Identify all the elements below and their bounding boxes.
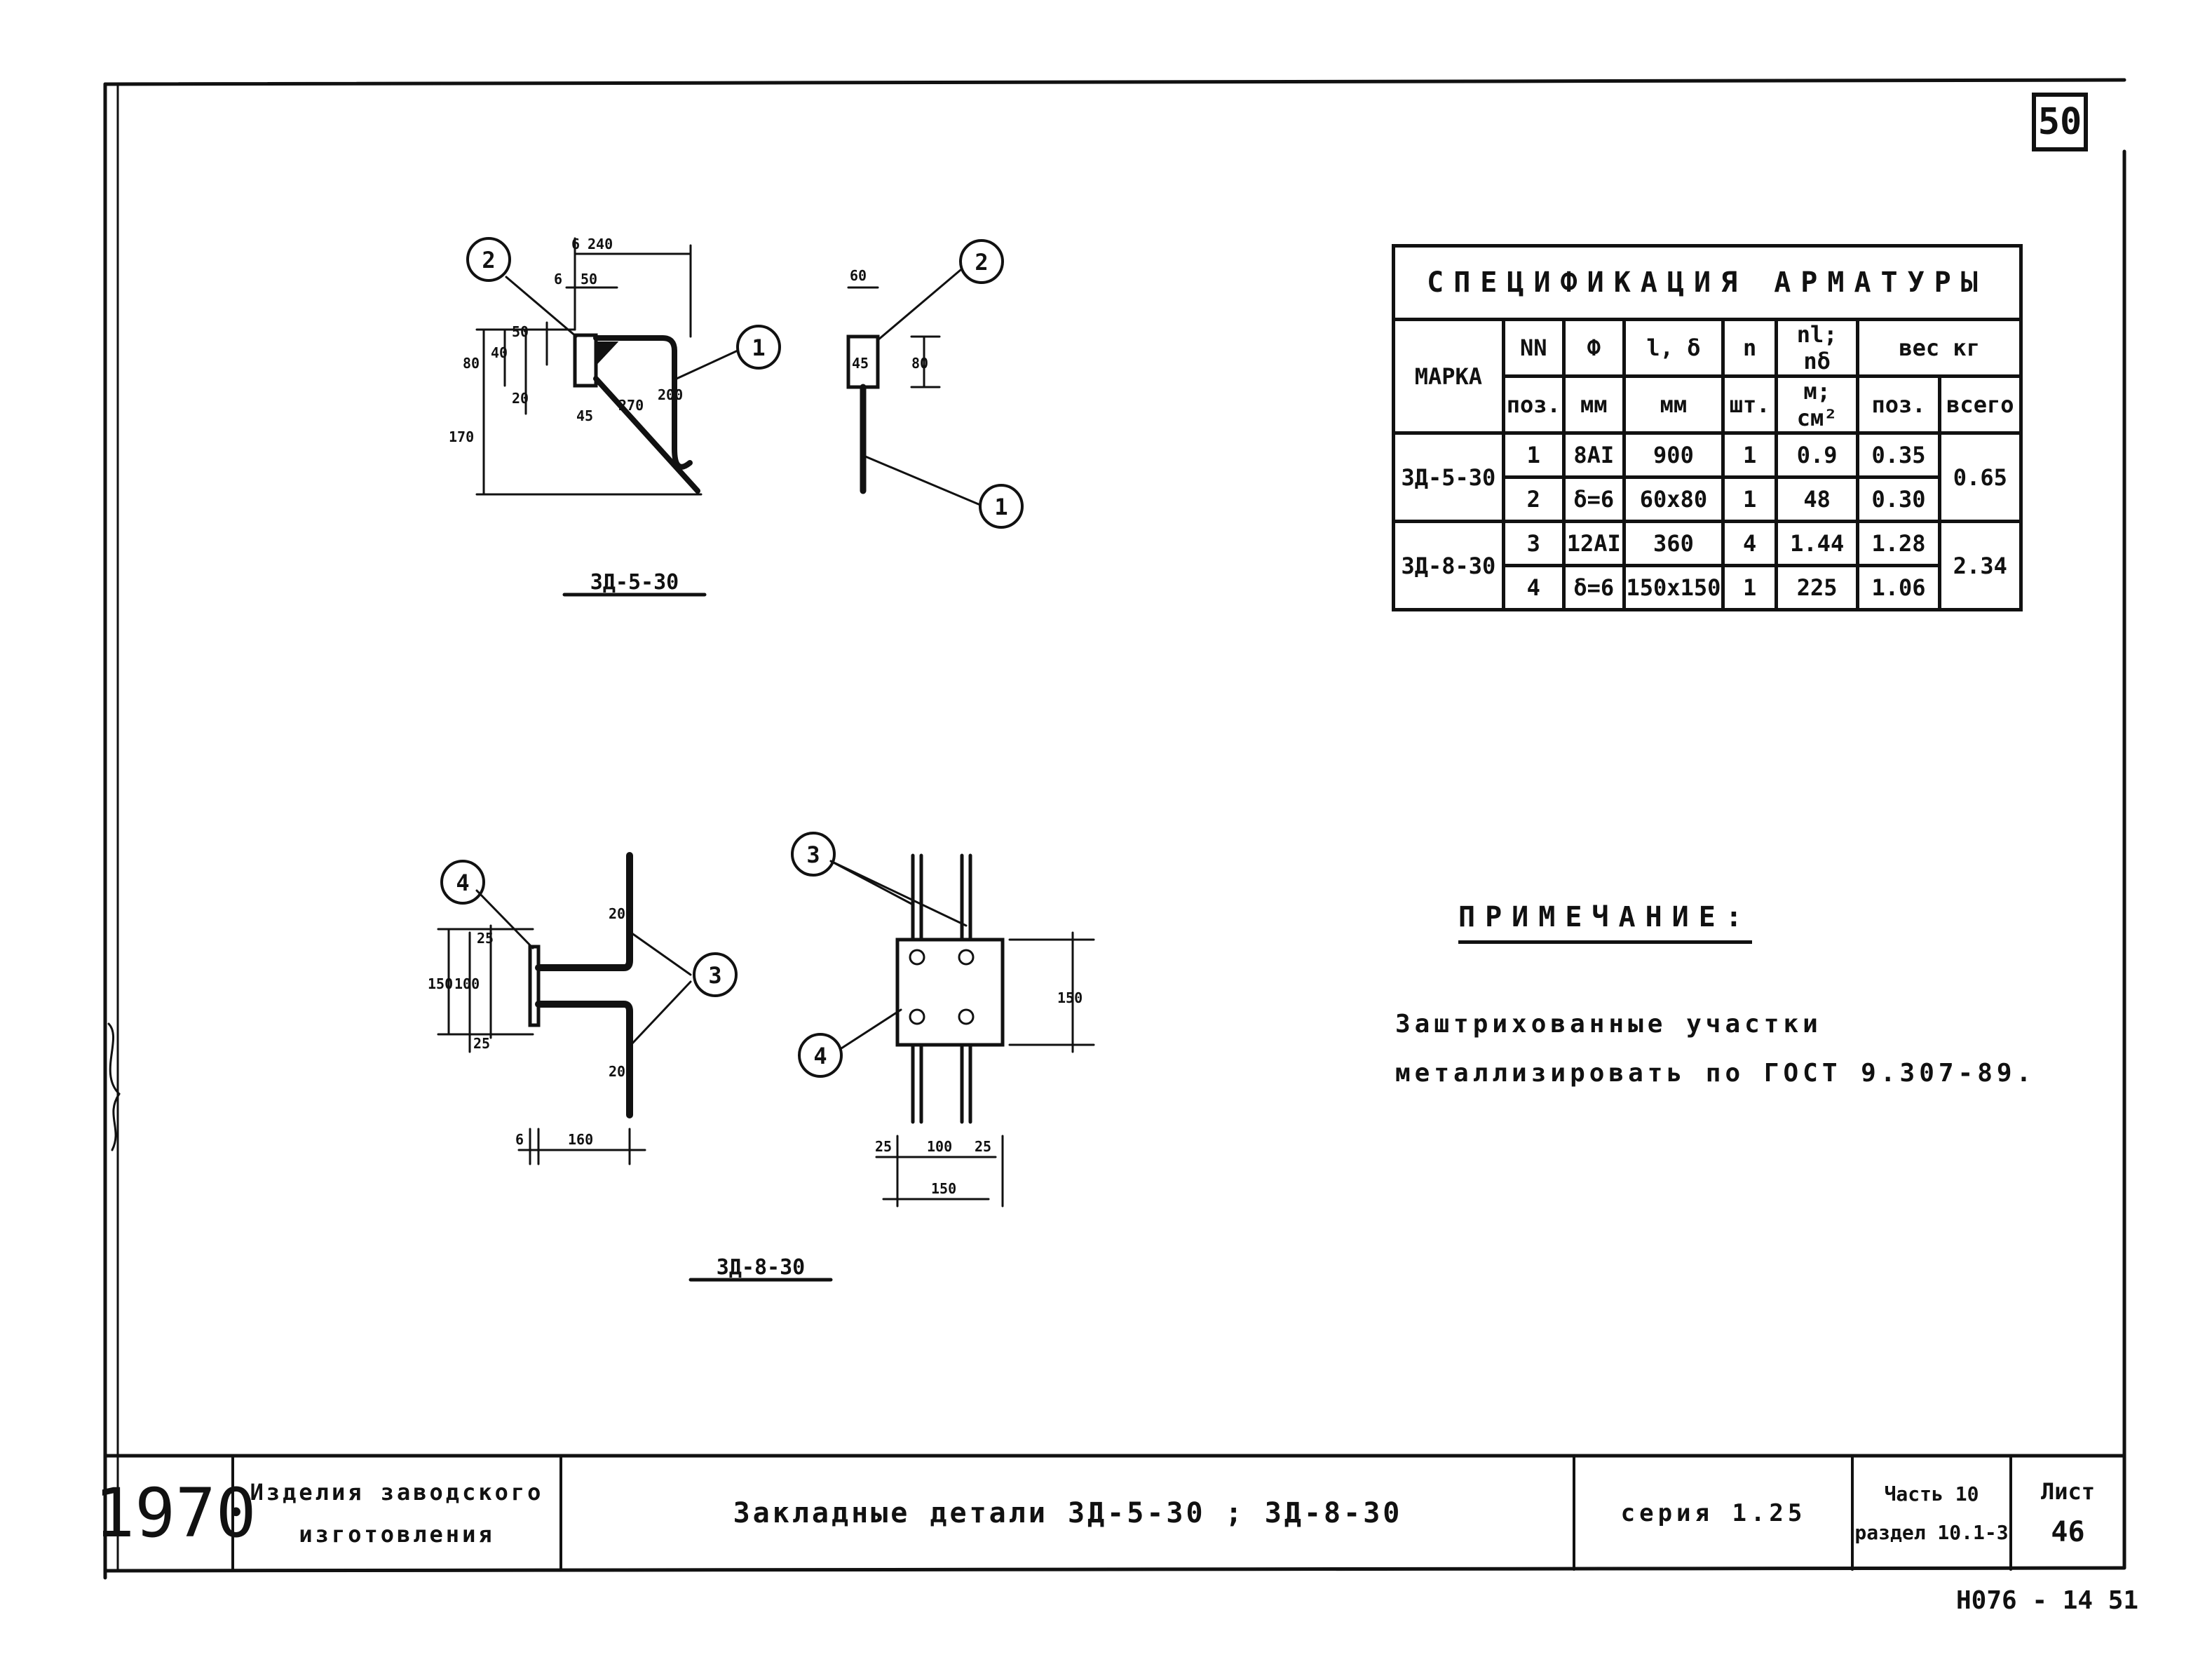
dim-text: 160 bbox=[568, 1131, 594, 1148]
callout-4b: 4 bbox=[813, 1043, 827, 1069]
drawing-title: Закладные детали ЗД-5-30 ; ЗД-8-30 bbox=[733, 1497, 1403, 1529]
note-line-1: Заштрихованные участки bbox=[1395, 1010, 1822, 1039]
year-box bbox=[94, 1459, 257, 1568]
cell-total: 0.9 bbox=[1777, 433, 1858, 478]
cell-pos: 3 bbox=[1503, 522, 1563, 566]
callout-4: 4 bbox=[456, 870, 470, 896]
dim-text: 50 bbox=[512, 323, 529, 340]
cell-pos: 2 bbox=[1503, 478, 1563, 522]
callout-3: 3 bbox=[708, 962, 722, 989]
dim-text: 270 bbox=[618, 397, 644, 414]
dim-text: 25 bbox=[875, 1138, 893, 1155]
cell-dia: δ=6 bbox=[1563, 478, 1624, 522]
cell-total: 48 bbox=[1777, 478, 1858, 522]
col-qty-sub: шт. bbox=[1723, 377, 1777, 433]
cell-wpos: 1.28 bbox=[1858, 522, 1939, 566]
note-line-2: металлизировать по ГОСТ 9.307-89. bbox=[1395, 1059, 2036, 1088]
cell-qty: 4 bbox=[1723, 522, 1777, 566]
table-row bbox=[1394, 433, 2021, 478]
dim-text: 200 bbox=[609, 1063, 635, 1080]
dim-text: 6 bbox=[554, 271, 563, 288]
callout-1b: 1 bbox=[994, 494, 1008, 520]
series: серия 1.25 bbox=[1620, 1499, 1807, 1527]
org-line-1: Изделия заводского bbox=[250, 1479, 544, 1506]
col-dia: Ф bbox=[1563, 320, 1624, 377]
cell-mark: ЗД-5-30 bbox=[1394, 433, 1504, 522]
col-mark: МАРКА bbox=[1394, 320, 1504, 433]
dim-text: 200 bbox=[658, 386, 684, 403]
table-row bbox=[1394, 522, 2021, 566]
spec-caption: СПЕЦИФИКАЦИЯ АРМАТУРЫ bbox=[1394, 246, 2021, 320]
sheet-number: 50 bbox=[2037, 101, 2082, 143]
col-total-sub: м; см² bbox=[1777, 377, 1858, 433]
org-line-2: изготовления bbox=[299, 1521, 495, 1548]
series-box bbox=[1576, 1459, 1851, 1568]
callout-3b: 3 bbox=[806, 841, 820, 868]
note-title: ПРИМЕЧАНИЕ: bbox=[1458, 901, 1752, 944]
org-box bbox=[235, 1459, 559, 1568]
footer-code: Н076 - 14 51 bbox=[1956, 1586, 2139, 1615]
dim-text: 170 bbox=[449, 428, 475, 445]
dim-text: 150 bbox=[428, 975, 454, 992]
cell-wall: 2.34 bbox=[1939, 522, 2021, 610]
cell-qty: 1 bbox=[1723, 478, 1777, 522]
dim-text: 100 bbox=[454, 975, 480, 992]
col-len-sub: мм bbox=[1624, 377, 1723, 433]
cell-len: 150x150 bbox=[1624, 566, 1723, 610]
dim-text: 45 bbox=[852, 355, 869, 372]
cell-len: 360 bbox=[1624, 522, 1723, 566]
sheet-value: 46 bbox=[2051, 1516, 2085, 1548]
col-weight-all: всего bbox=[1939, 377, 2021, 433]
cell-pos: 4 bbox=[1503, 566, 1563, 610]
part-line-2: раздел 10.1-3 bbox=[1854, 1521, 2009, 1544]
cell-dia: 12AI bbox=[1563, 522, 1624, 566]
dim-text: 240 bbox=[588, 236, 613, 252]
sheet-number-box bbox=[2032, 93, 2088, 151]
col-pos: NN bbox=[1503, 320, 1563, 377]
cell-qty: 1 bbox=[1723, 433, 1777, 478]
part-line-1: Часть 10 bbox=[1884, 1482, 1979, 1506]
dim-text: 150 bbox=[1057, 989, 1083, 1006]
dim-text: 60 bbox=[850, 267, 867, 284]
year: 1970 bbox=[94, 1474, 257, 1553]
cell-wpos: 0.30 bbox=[1858, 478, 1939, 522]
cell-mark: ЗД-8-30 bbox=[1394, 522, 1504, 610]
dim-text: 20 bbox=[512, 390, 529, 407]
dim-text: 6 bbox=[515, 1131, 524, 1148]
view-label-zd-5-30: ЗД-5-30 bbox=[590, 570, 679, 595]
spec-table bbox=[1392, 244, 2023, 611]
cell-len: 60x80 bbox=[1624, 478, 1723, 522]
dim-text: 25 bbox=[477, 930, 494, 947]
sheet-box bbox=[2013, 1459, 2123, 1568]
dim-text: 80 bbox=[911, 355, 929, 372]
col-qty: n bbox=[1723, 320, 1777, 377]
cell-wpos: 1.06 bbox=[1858, 566, 1939, 610]
cell-wpos: 0.35 bbox=[1858, 433, 1939, 478]
callout-2b: 2 bbox=[975, 249, 989, 276]
callout-1: 1 bbox=[752, 334, 766, 361]
col-len: l, δ bbox=[1624, 320, 1723, 377]
dim-text: 80 bbox=[463, 355, 480, 372]
dim-text: 50 bbox=[581, 271, 598, 288]
cell-wall: 0.65 bbox=[1939, 433, 2021, 522]
cell-qty: 1 bbox=[1723, 566, 1777, 610]
cell-dia: δ=6 bbox=[1563, 566, 1624, 610]
col-pos-sub: поз. bbox=[1503, 377, 1563, 433]
drawing-title-box bbox=[563, 1459, 1573, 1568]
dim-text: 100 bbox=[927, 1138, 953, 1155]
part-box bbox=[1854, 1459, 2009, 1568]
cell-total: 1.44 bbox=[1777, 522, 1858, 566]
col-weight-pos: поз. bbox=[1858, 377, 1939, 433]
sheet-label: Лист bbox=[2040, 1478, 2096, 1505]
dim-text: 25 bbox=[975, 1138, 992, 1155]
dim-text: 45 bbox=[576, 407, 594, 424]
dim-text: 40 bbox=[491, 344, 508, 361]
callout-2: 2 bbox=[482, 247, 496, 273]
dim-text: 6 bbox=[571, 236, 581, 252]
col-weight: вес кг bbox=[1858, 320, 2021, 377]
dim-text: 150 bbox=[931, 1180, 957, 1197]
col-dia-sub: мм bbox=[1563, 377, 1624, 433]
cell-len: 900 bbox=[1624, 433, 1723, 478]
cell-total: 225 bbox=[1777, 566, 1858, 610]
cell-dia: 8AI bbox=[1563, 433, 1624, 478]
cell-pos: 1 bbox=[1503, 433, 1563, 478]
dim-text: 200 bbox=[609, 905, 635, 922]
view-label-zd-8-30: ЗД-8-30 bbox=[716, 1255, 806, 1280]
dim-text: 25 bbox=[473, 1035, 491, 1052]
col-total: nl; nδ bbox=[1777, 320, 1858, 377]
